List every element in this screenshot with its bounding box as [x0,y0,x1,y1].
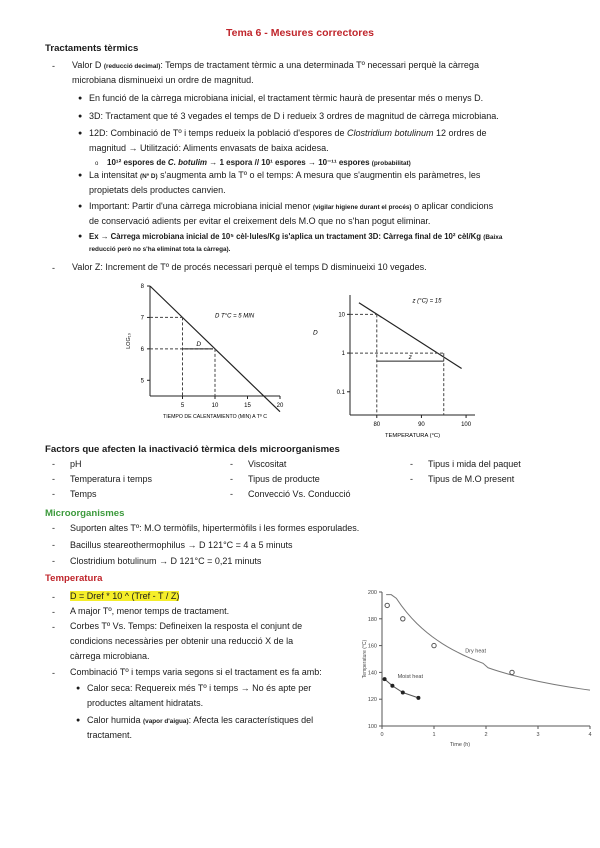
moist-heat-point [383,677,387,681]
dash-icon: - [52,489,55,499]
sub-bullet-icon: o [95,161,99,167]
x-tick-label: 3 [536,732,540,738]
micro-label: Bacillus steareothermophilus → D 121°C = 4 a 5 minuts [70,539,293,550]
bullet-3-line2: magnitud → Utilització: Aliments envasats de baixa acidesa. [89,143,329,153]
factor-item [52,459,82,469]
x-tick-label: 5 [180,403,185,409]
micro-item [52,556,261,566]
dash-icon: - [52,607,55,617]
bullet-3-line1: 12D: Combinació de Tº i temps redueix la població d'espores de Clostridium botulinum 12 ordres de [89,128,487,138]
moist-heat-curve [385,679,419,698]
chart-temperature-vs-time [360,584,595,754]
bullet-6-line2: reducció però no s'ha eliminat tota la càrrega). [89,246,231,253]
z-label: z [408,354,412,362]
bullet-icon: ● [78,203,83,210]
dash-icon: - [52,61,55,71]
micro-heading: Microorganismes [45,508,125,519]
y-tick-label: 8 [140,284,144,290]
dash-icon: - [52,668,55,678]
factor-label: Tipus de producte [248,474,320,484]
y-tick-label: 10 [338,312,345,319]
sub-bullet-botulim: 10¹² espores de C. botulim → 1 espora // 10¹ espores → 10⁻¹¹ espores (probabilitat) [107,158,411,167]
temp-item3-l3: càrrega microbiana. [70,651,150,661]
bullet-4-line1: La intensitat (Nº D) s'augmenta amb la Tº o el temps: A mesura que s'augmentin els paràmetres, les [89,170,481,180]
x-tick-label: 0 [380,732,384,738]
factor-label: pH [70,459,82,469]
chart-annotation: D T°C = 5 MIN [215,313,255,320]
dry-heat-label: Dry heat [465,648,486,655]
factor-label: Viscositat [248,459,287,469]
sub2-l1: Calor humida (vapor d'aigua): Afecta les característiques del [87,715,314,725]
x-axis-label: Time (h) [449,742,471,748]
dry-heat-point [510,670,514,674]
dry-heat-point [385,603,389,607]
x-axis-label: TIEMPO DE CALENTAMIENTO (MIN) A Tº C [163,414,267,420]
micro-label: Suporten altes Tº: M.O termòfils, hipertermòfils i les formes esporulades. [70,523,360,533]
section-heading-tractaments: Tractaments tèrmics [45,43,139,54]
x-tick-label: 20 [276,403,284,409]
bullet-icon: ● [78,130,83,137]
valor-d-line2: microbiana disminueixi un ordre de magnitud. [72,75,254,85]
bullet-1: En funció de la càrrega microbiana inicial, el tractament tèrmic haurà de presentar més o menys D. [89,93,484,103]
y-tick-label: 180 [367,616,377,623]
bullet-6-line1: Ex → Càrrega microbiana inicial de 10⁵ cèl·lules/Kg is'aplica un tractament 3D: Càrrega final de 10² cèl/Kg (Baixa [89,232,503,241]
dash-icon: - [52,622,55,632]
dash-icon: - [52,592,55,602]
bullet-icon: ● [76,717,81,724]
chart-annotation: z (°C) = 15 [412,298,442,305]
y-tick-label: 120 [367,697,377,704]
dry-heat-point [401,617,405,621]
bullet-5-line2: de conservació adients per evitar el creixement dels M.O que no s'han pogut eliminar. [89,216,431,226]
bullet-icon: ● [76,685,81,692]
dash-icon: - [52,459,55,469]
y-tick-label: 6 [140,346,144,353]
factor-label: Tipus i mida del paquet [428,459,521,469]
moist-heat-label: Moist heat [397,673,423,680]
factor-item [230,459,286,469]
factor-label: Tipus de M.O present [428,474,515,484]
x-tick-label: 80 [373,422,381,428]
temp-item4: Combinació Tº i temps varia segons si el tractament es fa amb: [70,667,322,677]
sub1-l2: productes altament hidratats. [87,698,204,708]
moist-heat-point [416,696,420,700]
dash-icon: - [230,474,233,484]
temp-item3-l1: Corbes Tº Vs. Temps: Defineixen la resposta el conjunt de [70,621,303,631]
micro-label: Clostridium botulinum → D 121°C = 0,21 minuts [70,556,262,566]
factor-label: Convecció Vs. Conducció [248,489,351,499]
bullet-icon: ● [78,233,83,240]
y-axis-label: Temperature (°C) [362,639,368,679]
valor-d-line1: Valor D (reducció decimal): Temps de tractament tèrmic a una determinada Tº necessari perquè la càrrega [72,60,479,70]
temp-item2: A major Tº, menor temps de tractament. [70,606,230,616]
factor-label: Temps [70,489,97,499]
bullet-icon: ● [78,113,83,120]
y-tick-label: 200 [367,590,377,596]
sub2-l2: tractament. [87,730,133,740]
dry-heat-point [432,643,436,647]
dash-icon: - [52,556,55,566]
sub1-l1: Calor seca: Requereix més Tº i temps → No és apte per [87,683,312,693]
bullet-icon: ● [78,95,83,102]
x-tick-label: 2 [484,732,488,738]
y-axis-label: D [313,329,318,337]
moist-heat-point [401,691,405,695]
y-tick-label: 140 [367,670,377,677]
valor-z: Valor Z: Increment de Tº de procés necessari perquè el temps D disminueixi 10 vegades. [72,262,427,272]
dash-icon: - [410,459,413,469]
factor-item [410,459,521,469]
dash-icon: - [52,263,55,273]
x-tick-label: 90 [418,422,425,428]
factor-item [52,489,97,499]
micro-item [52,523,359,533]
factor-item [230,489,351,499]
dash-icon: - [410,474,413,484]
factor-item [410,474,514,484]
y-tick-label: 0.1 [336,389,345,396]
dash-icon: - [230,459,233,469]
d-label: D [196,340,202,348]
dash-icon: - [52,523,55,533]
factor-item [52,474,152,484]
page-title: Tema 6 - Mesures correctores [225,27,375,39]
y-tick-label: 160 [367,643,377,650]
dash-icon: - [52,539,55,550]
formula: D = Dref * 10 ^ (Tref - T / Z) [70,591,180,601]
chart-log-vs-time [120,278,290,420]
factor-label: Temperatura i temps [70,474,153,484]
x-tick-label: 1 [432,732,436,738]
bullet-2: 3D: Tractament que té 3 vegades el temps de D i redueix 3 ordres de magnitud de càrrega microbiana. [89,111,499,121]
x-tick-label: 4 [588,732,592,738]
x-tick-label: 10 [211,403,219,409]
y-tick-label: 5 [140,378,144,385]
chart-d-vs-temperature [305,290,485,440]
bullet-5-line1: Important: Partir d'una càrrega microbiana inicial menor (vigilar higiene durant el procés) o aplicar condicions [89,201,494,211]
dash-icon: - [230,489,233,499]
temp-item3-l2: condicions necessàries per obtenir una reducció X de la [70,636,294,646]
temp-heading: Temperatura [45,573,103,584]
y-tick-label: 7 [140,315,144,322]
bullet-4-line2: propietats dels productes canvien. [89,185,226,195]
factors-heading: Factors que afecten la inactivació tèrmica dels microorganismes [45,444,340,455]
x-tick-label: 15 [244,403,251,409]
y-axis-label: LOG₁₀ [126,333,132,349]
y-tick-label: 100 [367,724,377,730]
bullet-icon: ● [78,172,83,179]
x-tick-label: 100 [461,422,472,428]
moist-heat-point [390,684,394,688]
x-axis-label: TEMPERATURA (°C) [384,433,441,439]
y-tick-label: 1 [341,351,345,358]
micro-item [52,540,292,550]
dash-icon: - [52,474,55,484]
factor-item [230,474,320,484]
